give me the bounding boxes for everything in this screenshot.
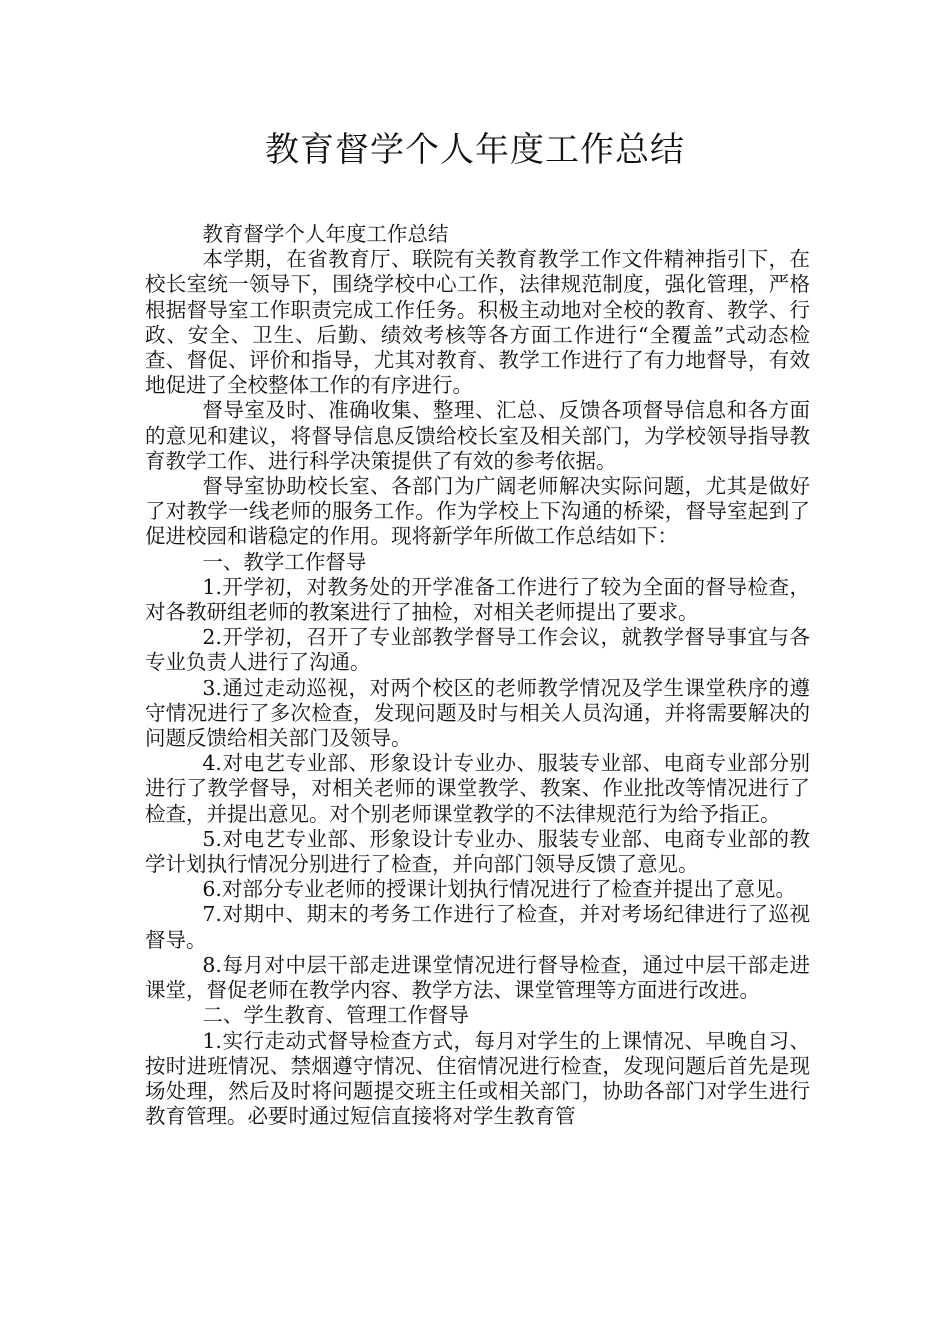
paragraph-heading: 教育督学个人年度工作总结 <box>202 222 449 246</box>
paragraph-feedback: 督导室及时、准确收集、整理、汇总、反馈各项督导信息和各方面的意见和建议，将督导信息反馈给校长室及相关部门，为学校领导指导教育教学工作、进行科学决策提供了有效的参考依据。 <box>145 398 810 473</box>
paragraph-intro: 本学期，在省教育厅、联院有关教育教学工作文件精神指引下，在校长室统一领导下，围绕学校中心工作，法律规范制度，强化管理，严格根据督导室工作职责完成工作任务。积极主动地对全校的教育、教学、行政、安全、卫生、后勤、绩效考核等各方面工作进行“全覆盖”式动态检查、督促、评价和指导，尤其对教育、教学工作进行了有力地督导，有效地促进了全校整体工作的有序进行。 <box>145 247 810 398</box>
section-heading-student: 二、学生教育、管理工作督导 <box>202 1003 469 1028</box>
list-item: 1.开学初，对教务处的开学准备工作进行了较为全面的督导检查，对各教研组老师的教案进行了抽检，对相关老师提出了要求。 <box>145 574 810 625</box>
document-title: 教育督学个人年度工作总结 <box>265 130 685 170</box>
list-item: 1.实行走动式督导检查方式，每月对学生的上课情况、早晚自习、按时进班情况、禁烟遵守情况、住宿情况进行检查，发现问题后首先是现场处理，然后及时将问题提交班主任或相关部门，协助各部门对学生进行教育管理。必要时通过短信直接将对学生教育管 <box>145 1028 810 1129</box>
list-item: 7.对期中、期末的考务工作进行了检查，并对考场纪律进行了巡视督导。 <box>145 902 810 952</box>
section-heading-teaching: 一、教学工作督导 <box>202 549 367 574</box>
list-item: 2.开学初，召开了专业部教学督导工作会议，就教学督导事宜与各专业负责人进行了沟通。 <box>145 625 810 675</box>
list-item: 4.对电艺专业部、形象设计专业办、服装专业部、电商专业部分别进行了教学督导，对相关老师的课堂教学、教案、作业批改等情况进行了检查，并提出意见。对个别老师课堂教学的不法律规范行为给予指正。 <box>145 751 810 826</box>
paragraph-service: 督导室协助校长室、各部门为广阔老师解决实际问题，尤其是做好了对教学一线老师的服务工作。作为学校上下沟通的桥梁，督导室起到了促进校园和谐稳定的作用。现将新学年所做工作总结如下： <box>145 474 810 549</box>
list-item: 6.对部分专业老师的授课计划执行情况进行了检查并提出了意见。 <box>202 877 796 902</box>
list-item: 5.对电艺专业部、形象设计专业办、服装专业部、电商专业部的教学计划执行情况分别进行了检查，并向部门领导反馈了意见。 <box>145 826 810 877</box>
list-item: 3.通过走动巡视，对两个校区的老师教学情况及学生课堂秩序的遵守情况进行了多次检查，发现问题及时与相关人员沟通，并将需要解决的问题反馈给相关部门及领导。 <box>145 675 810 751</box>
list-item: 8.每月对中层干部走进课堂情况进行督导检查，通过中层干部走进课堂，督促老师在教学内容、教学方法、课堂管理等方面进行改进。 <box>145 952 810 1003</box>
document-body <box>145 222 810 1129</box>
